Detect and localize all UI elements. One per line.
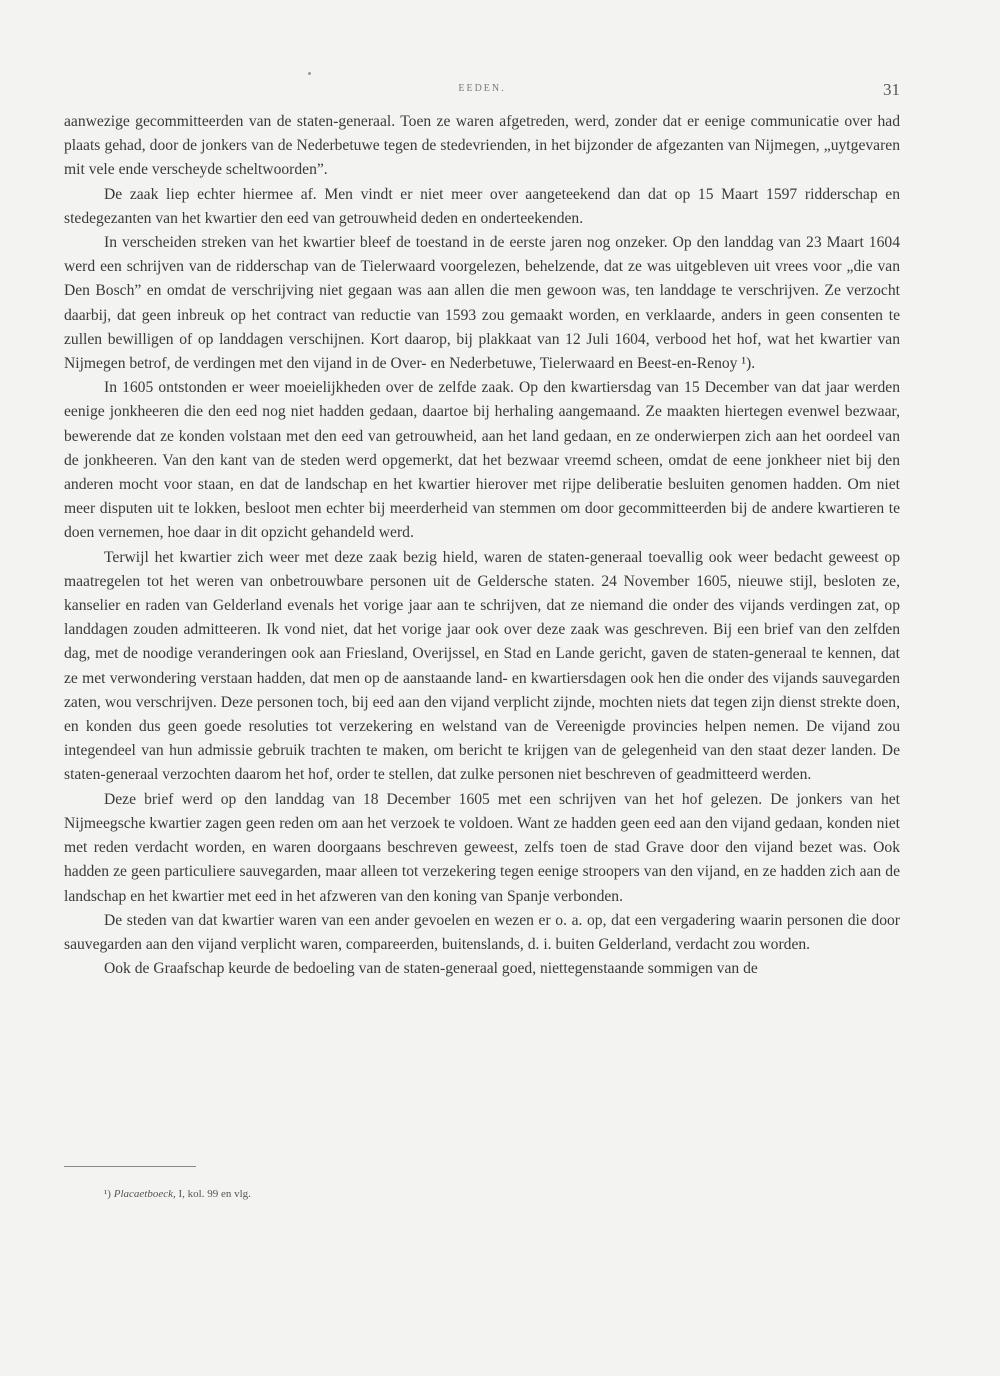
paragraph: Deze brief werd op den landdag van 18 December 1605 met een schrijven van het hof gelezen. De jonkers van het Nijmeegsche kwartier zagen geen reden om aan het verzoek te voldoen. Want ze hadden geen eed aan den vijand gedaan, konden niet met reden verdacht worden, en waren doorgaans beschreven geweest, zelfs toen de stad Grave door den vijand bezet was. Ook hadden ze geen particuliere sauvegarden, maar alleen tot verzekering tegen eenige stroopers van den vijand, en ze hadden zich aan de landschap en het kwartier met eed in het afzweren van den koning van Spanje verbonden.	[64, 790, 900, 905]
paragraph: In verscheiden streken van het kwartier bleef de toestand in de eerste jaren nog onzeker. Op den landdag van 23 Maart 1604 werd een schrijven van de ridderschap van de Tielerwaard voorgelezen, behelzende, dat ze was uitgebleven uit vrees voor „die van Den Bosch” en omdat de verschrijving niet gegaan was aan allen die men gewoon was, ten landdage te verschrijven. Ze verzocht daarbij, dat geen inbreuk op het contract van reductie van 1593 zou gemaakt worden, en verklaarde, anders in geen consenten te zullen bewilligen of op landdagen verschijnen. Kort daarop, bij plakkaat van 12 Juli 1604, verbood het hof, wat het kwartier van Nijmegen betrof, de verdingen met den vijand in de Over- en Nederbetuwe, Tielerwaard en Beest-en-Renoy ¹).	[64, 234, 900, 373]
paragraph: De zaak liep echter hiermee af. Men vindt er niet meer over aangeteekend dan dat op 15 Maart 1597 ridderschap en stedegezanten van het kwartier den eed van getrouwheid deden en onderteekenden.	[64, 185, 900, 227]
running-title: EEDEN.	[458, 83, 506, 94]
page-number: 31	[883, 80, 900, 99]
footnote	[104, 1188, 251, 1200]
footnote-source: Placaetboeck,	[113, 1188, 176, 1200]
paragraph: Ook de Graafschap keurde de bedoeling van de staten-generaal goed, niettegenstaande sommigen van de	[104, 960, 758, 978]
running-header	[64, 80, 900, 102]
footnote-rule	[64, 1166, 196, 1167]
paragraph: Terwijl het kwartier zich weer met deze zaak bezig hield, waren de staten-generaal toevallig ook weer bedacht geweest op maatregelen tot het weren van onbetrouwbare personen uit de Geldersche staten. 24 November 1605, nieuwe stijl, besloten ze, kanselier en raden van Gelderland evenals het vorige jaar aan te schrijven, dat ze niemand die onder des vijands verdingen zat, op landdagen zouden admitteeren. Ik vond niet, dat het vorige jaar ook over deze zaak was geschreven. Bij een brief van den zelfden dag, met de noodige veranderingen ook aan Friesland, Overijssel, en Stad en Lande gericht, gaven de staten-generaal te kennen, dat ze met verwondering verstaan hadden, dat men op de aanstaande land- en kwartiersdagen ook hen die onder des vijands sauvegarden zaten, wou verschrijven. Deze personen toch, bij eed aan den vijand verplicht zijnde, mochten niets dat tegen zijn dienst strekte doen, en konden dus geen goede resoluties tot verzekering en welstand van de Vereenigde provincies helpen nemen. De vijand zou integendeel van hun admissie gebruik trachten te maken, om bericht te krijgen van de gelegenheid van den staat dezer landen. De staten-generaal verzochten daarom het hof, order te stellen, dat zulke personen niet beschreven of geadmitteerd werden.	[64, 548, 900, 784]
paragraph: In 1605 ontstonden er weer moeielijkheden over de zelfde zaak. Op den kwartiersdag van 15 December van dat jaar werden eenige jonkheeren die den eed nog niet hadden gedaan, daartoe bij herhaling aangemaand. Ze maakten hiertegen evenwel bezwaar, bewerende dat ze konden volstaan met den eed van getrouwheid, aan het land gedaan, en ze onderwierpen zich aan het oordeel van de jonkheeren. Van den kant van de steden werd opgemerkt, dat het bezwaar vreemd scheen, omdat de eene jonkheer niet bij den anderen mocht voor staan, en dat de landschap en het kwartier hierover met rijpe deliberatie besluiten genomen hadden. Om niet meer disputen uit te lokken, besloot men echter bij meerderheid van stemmen om door gecommitteerden bij de andere kwartieren te doen vernemen, hoe daar in dit opzicht gehandeld werd.	[64, 379, 900, 542]
footnote-marker: ¹)	[104, 1188, 111, 1200]
footnote-text: I, kol. 99 en vlg.	[178, 1188, 251, 1200]
body-text	[64, 110, 900, 981]
paragraph: De steden van dat kwartier waren van een ander gevoelen en wezen er o. a. op, dat een vergadering waarin personen die door sauvegarden aan den vijand verplicht waren, compareerden, buitenslands, d. i. buiten Gelderland, verdacht zou worden.	[64, 911, 900, 953]
print-speck	[308, 72, 311, 75]
paragraph: aanwezige gecommitteerden van de staten-generaal. Toen ze waren afgetreden, werd, zonder dat er eenige communicatie over had plaats gehad, door de jonkers van de Nederbetuwe tegen de stedevrienden, in het bijzonder de afgezanten van Nijmegen, „uytgevaren mit vele ende verscheyde scheltwoorden”.	[64, 113, 900, 179]
